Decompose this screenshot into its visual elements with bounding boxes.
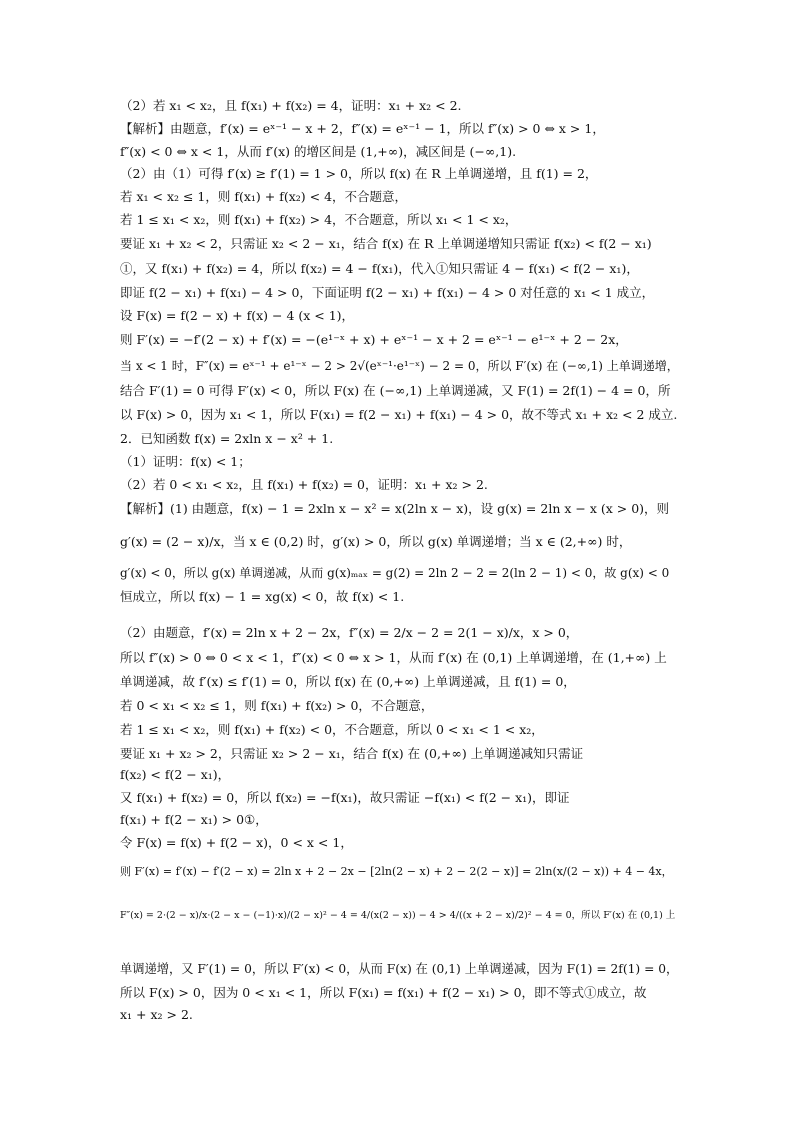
text-line-10: 设 F(x) = f(2 − x) + f(x) − 4 (x < 1)， [120, 308, 355, 323]
text-line-31: 令 F(x) = f(x) + f(2 − x)，0 < x < 1， [120, 835, 353, 850]
text-line-19: g′(x) = (2 − x)/x，当 x ∈ (0,2) 时，g′(x) > 0，所以 g(x) 单调递增；当 x ∈ (2,+∞) 时， [120, 534, 632, 549]
text-line-21: 恒成立，所以 f(x) − 1 = xg(x) < 0，故 f(x) < 1. [120, 589, 405, 604]
text-line-14: 以 F(x) > 0，因为 x₁ < 1，所以 F(x₁) = f(2 − x₁) + f(x₁) − 4 > 0，故不等式 x₁ + x₂ < 2 成立. [120, 407, 678, 422]
text-line-7: 要证 x₁ + x₂ < 2，只需证 x₂ < 2 − x₁，结合 f(x) 在 R 上单调递增知只需证 f(x₂) < f(2 − x₁) [120, 236, 652, 251]
text-line-18: 【解析】(1) 由题意，f(x) − 1 = 2xln x − x² = x(2ln x − x)，设 g(x) = 2ln x − x (x > 0)，则 [120, 501, 670, 516]
text-line-34: 单调递增，又 F′(1) = 0，所以 F′(x) < 0，从而 F(x) 在 (0,1) 上单调递减，因为 F(1) = 2f(1) = 0， [120, 962, 679, 976]
text-line-16: （1）证明：f(x) < 1； [120, 454, 251, 469]
text-line-22: （2）由题意，f′(x) = 2ln x + 2 − 2x，f″(x) = 2/x − 2 = 2(1 − x)/x，x > 0， [120, 625, 579, 640]
text-line-9: 即证 f(2 − x₁) + f(x₁) − 4 > 0，下面证明 f(2 − x₁) + f(x₁) − 4 > 0 对任意的 x₁ < 1 成立， [120, 285, 655, 300]
text-line-17: （2）若 0 < x₁ < x₂，且 f(x₁) + f(x₂) = 0，证明：x₁ + x₂ > 2. [120, 477, 488, 492]
text-line-4: （2）由（1）可得 f′(x) ≥ f′(1) = 1 > 0，所以 f(x) 在 R 上单调递增，且 f(1) = 2， [120, 166, 598, 181]
text-line-12: 当 x < 1 时，F″(x) = eˣ⁻¹ + e¹⁻ˣ − 2 > 2√(eˣ⁻¹·e¹⁻ˣ) − 2 = 0，所以 F′(x) 在 (−∞,1) 上单调递增， [120, 359, 679, 373]
text-line-28: f(x₂) < f(2 − x₁)， [120, 767, 231, 782]
text-line-32: 则 F′(x) = f′(x) − f′(2 − x) = 2ln x + 2 − 2x − [2ln(2 − x) + 2 − 2(2 − x)] = 2ln(x/(2 − x)) + 4 − 4x， [120, 865, 673, 878]
text-line-2: 【解析】由题意，f′(x) = eˣ⁻¹ − x + 2，f″(x) = eˣ⁻¹ − 1，所以 f″(x) > 0 ⇔ x > 1， [120, 121, 605, 136]
text-line-35: 所以 F(x) > 0，因为 0 < x₁ < 1，所以 F(x₁) = f(x₁) + f(2 − x₁) > 0，即不等式①成立，故 [120, 985, 647, 1000]
text-line-26: 若 1 ≤ x₁ < x₂，则 f(x₁) + f(x₂) < 0，不合题意，所以 0 < x₁ < 1 < x₂， [120, 722, 544, 737]
text-line-8: ①，又 f(x₁) + f(x₂) = 4，所以 f(x₂) = 4 − f(x₁)，代入①知只需证 4 − f(x₁) < f(2 − x₁)， [120, 261, 639, 276]
text-line-23: 所以 f″(x) > 0 ⇔ 0 < x < 1，f″(x) < 0 ⇔ x > 1，从而 f′(x) 在 (0,1) 上单调递增，在 (1,+∞) 上 [120, 650, 667, 665]
text-line-1: （2）若 x₁ < x₂，且 f(x₁) + f(x₂) = 4，证明：x₁ + x₂ < 2. [120, 98, 462, 113]
text-line-13: 结合 F′(1) = 0 可得 F′(x) < 0，所以 F(x) 在 (−∞,1) 上单调递减，又 F(1) = 2f(1) − 4 = 0，所 [120, 383, 671, 398]
text-line-25: 若 0 < x₁ < x₂ ≤ 1，则 f(x₁) + f(x₂) > 0，不合题意， [120, 698, 434, 713]
text-line-30: f(x₁) + f(2 − x₁) > 0①， [120, 812, 268, 827]
text-line-20: g′(x) < 0，所以 g(x) 单调递减，从而 g(x)ₘₐₓ = g(2) = 2ln 2 − 2 = 2(ln 2 − 1) < 0，故 g(x) < 0 [120, 566, 670, 580]
text-line-15: 2．已知函数 f(x) = 2xln x − x² + 1. [120, 431, 334, 446]
text-line-6: 若 1 ≤ x₁ < x₂，则 f(x₁) + f(x₂) > 4，不合题意，所以 x₁ < 1 < x₂， [120, 212, 518, 227]
text-line-27: 要证 x₁ + x₂ > 2，只需证 x₂ > 2 − x₁，结合 f(x) 在 (0,+∞) 上单调递减知只需证 [120, 746, 584, 761]
text-line-36: x₁ + x₂ > 2. [120, 1007, 193, 1022]
text-line-3: f″(x) < 0 ⇔ x < 1，从而 f′(x) 的增区间是 (1,+∞)，减区间是 (−∞,1). [120, 144, 517, 159]
text-line-24: 单调递减，故 f′(x) ≤ f′(1) = 0，所以 f(x) 在 (0,+∞) 上单调递减，且 f(1) = 0， [120, 674, 576, 689]
text-line-5: 若 x₁ < x₂ ≤ 1，则 f(x₁) + f(x₂) < 4，不合题意， [120, 189, 408, 204]
text-line-33: F″(x) = 2·(2 − x)/x·(2 − x − (−1)·x)/(2 − x)² − 4 = 4/(x(2 − x)) − 4 > 4/((x + 2 − x)/2)² − 4 = 0，所以 F′(x) 在 (0,1) 上 [120, 910, 676, 921]
text-line-29: 又 f(x₁) + f(x₂) = 0，所以 f(x₂) = −f(x₁)，故只需证 −f(x₁) < f(2 − x₁)，即证 [120, 790, 570, 805]
text-line-11: 则 F′(x) = −f′(2 − x) + f′(x) = −(e¹⁻ˣ + x) + eˣ⁻¹ − x + 2 = eˣ⁻¹ − e¹⁻ˣ + 2 − 2x， [120, 332, 628, 347]
